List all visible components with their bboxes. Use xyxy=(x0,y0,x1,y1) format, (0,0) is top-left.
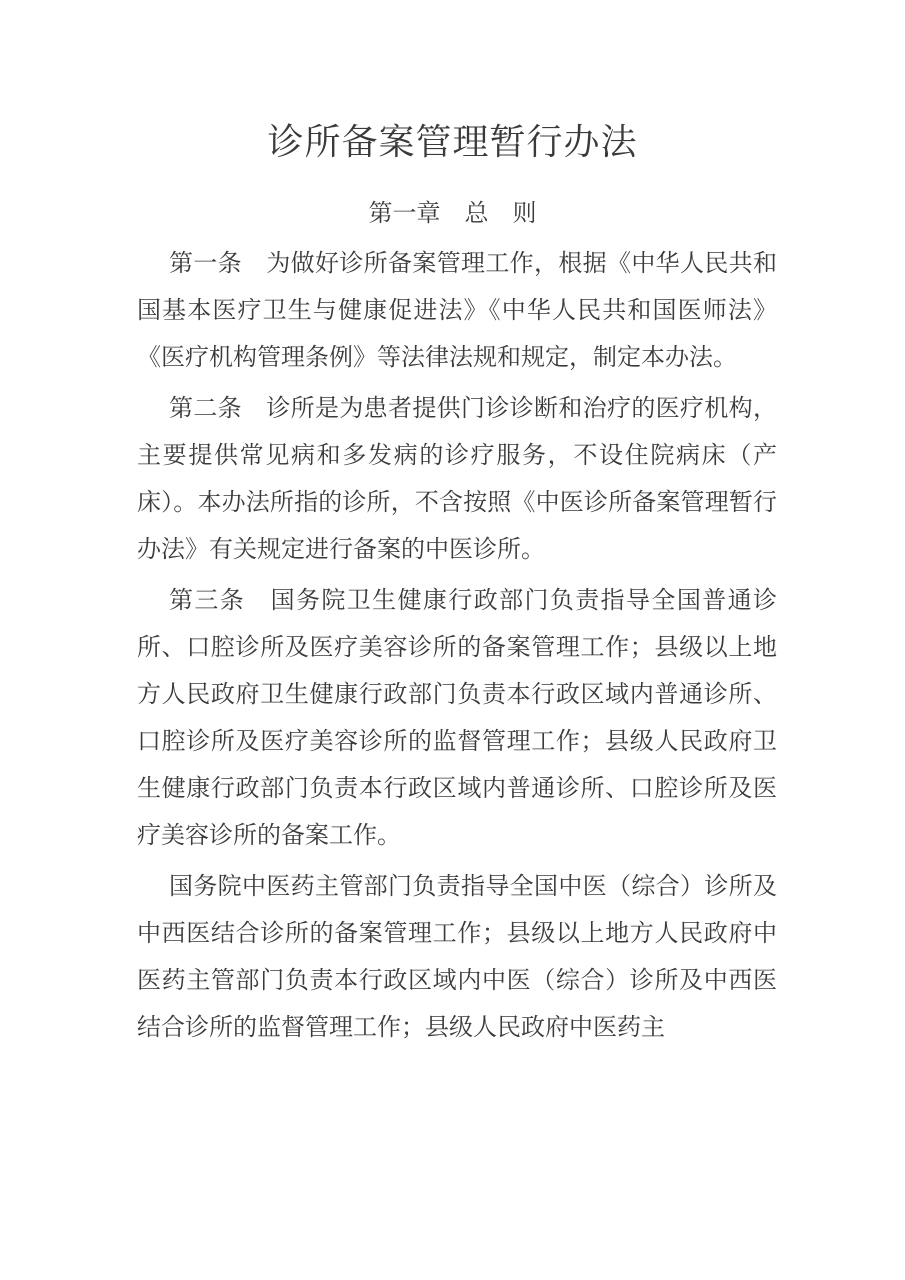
chapter-heading: 第一章 总 则 xyxy=(368,199,537,227)
document-title: 诊所备案管理暂行办法 xyxy=(267,122,638,163)
document-body xyxy=(137,240,777,1055)
article-3-continuation-paragraph: 国务院中医药主管部门负责指导全国中医（综合）诊所及中西医结合诊所的备案管理工作；县级以上地方人民政府中医药主管部门负责本行政区域内中医（综合）诊所及中西医结合诊所的监督管理工作；县级人民政府中医药主 xyxy=(137,872,777,1041)
article-2-paragraph: 第二条 诊所是为患者提供门诊诊断和治疗的医疗机构，主要提供常见病和多发病的诊疗服务，不设住院病床（产床）。本办法所指的诊所，不含按照《中医诊所备案管理暂行办法》有关规定进行备案的中医诊所。 xyxy=(137,394,777,563)
article-1-paragraph: 第一条 为做好诊所备案管理工作，根据《中华人民共和国基本医疗卫生与健康促进法》《中华人民共和国医师法》《医疗机构管理条例》等法律法规和规定，制定本办法。 xyxy=(137,249,777,371)
article-3-paragraph: 第三条 国务院卫生健康行政部门负责指导全国普通诊所、口腔诊所及医疗美容诊所的备案管理工作；县级以上地方人民政府卫生健康行政部门负责本行政区域内普通诊所、口腔诊所及医疗美容诊所的监督管理工作；县级人民政府卫生健康行政部门负责本行政区域内普通诊所、口腔诊所及医疗美容诊所的备案工作。 xyxy=(137,586,777,849)
